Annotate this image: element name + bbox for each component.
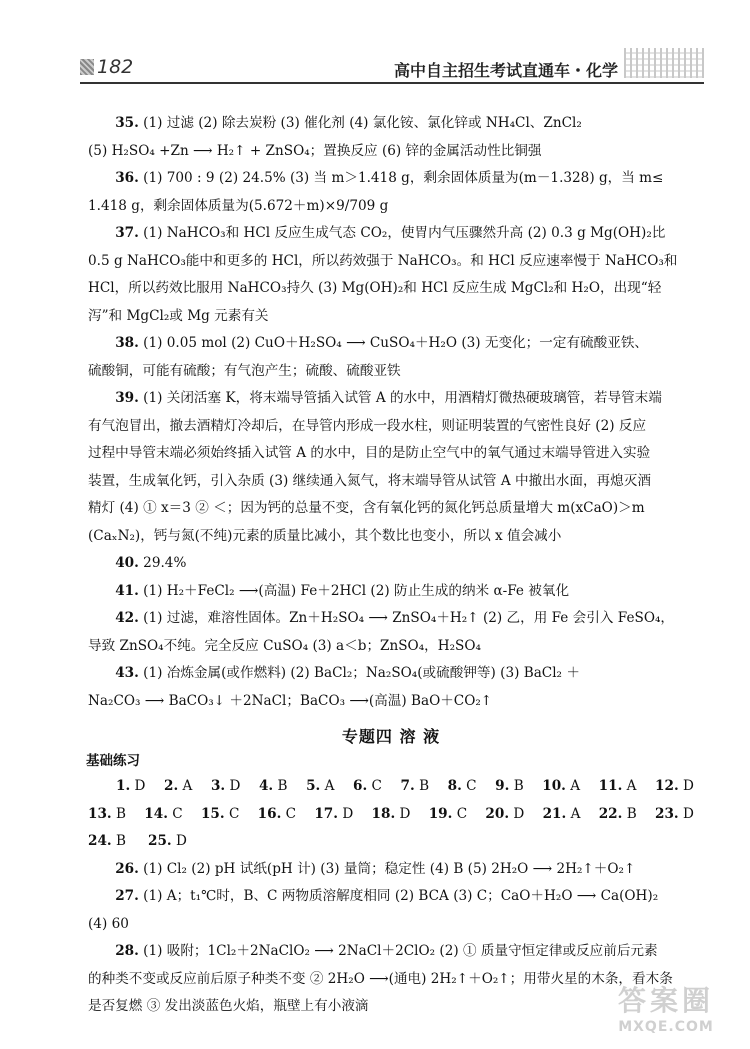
mc-choice: A [570,805,581,822]
answer-item [88,220,694,330]
answer-line [88,883,694,911]
mc-question-number: 23. [654,805,679,822]
answer-item [88,578,694,606]
answer-text: 硫酸铜，可能有硫酸；有气泡产生；硫酸、硫酸亚铁 [88,362,401,379]
mc-answer [599,773,637,801]
mc-choice: D [513,805,525,822]
mc-choice: D [399,805,411,822]
mc-question-number: 19. [428,805,453,822]
answer-line [88,911,694,939]
answer-text: 0.5 g NaHCO₃能中和更多的 HCl，所以药效强于 NaHCO₃。和 HCl 反应速率慢于 NaHCO₃和 [88,252,678,269]
answer-text: (CaₓN₂)，钙与氮(不纯)元素的质量比减小，其个数比也变小，所以 x 值会减小 [88,527,562,544]
mc-answer [485,801,524,829]
mc-choice: B [419,778,430,794]
answer-number: 26. [115,860,139,877]
mc-question-number: 1. [116,778,131,794]
answer-number: 42. [115,610,139,626]
watermark-url: MXQE.COM [618,1019,714,1035]
answer-number: 43. [115,665,139,681]
answer-text: (5) H₂SO₄ +Zn ⟶ H₂↑ + ZnSO₄；置换反应 (6) 锌的金属活动性比铜强 [88,142,542,159]
answer-line [88,660,694,688]
answer-item [88,110,694,165]
mc-question-number: 10. [542,778,566,794]
answer-line [88,138,694,166]
mc-answer [211,773,240,801]
mc-question-number: 14. [144,805,168,822]
corner-pattern-icon [80,59,94,75]
decorative-grid-icon [624,48,704,78]
mc-choice: C [456,805,468,822]
mc-choice: A [626,778,637,794]
answer-line [88,303,694,331]
mc-answer [401,773,430,801]
mc-answer [448,773,477,801]
mc-answer [258,801,296,829]
page-number: 182 [97,56,134,78]
mc-answer [314,801,353,829]
mc-answer [542,773,580,801]
answer-text: (1) 0.05 mol (2) CuO＋H₂SO₄ ⟶ CuSO₄＋H₂O (3) 无变化；一定有硫酸亚铁、 [143,335,649,351]
mc-choice: A [324,778,335,794]
mc-answer [144,801,182,829]
mc-question-number: 4. [258,778,274,794]
answer-item [88,330,694,385]
mc-answer [599,801,637,829]
mc-question-number: 15. [200,805,225,822]
mc-answer [116,773,145,801]
mc-question-number: 7. [400,778,415,794]
watermark-logo: 答案圈 [617,984,714,1017]
mc-choice: D [134,778,146,794]
answer-line [88,193,694,221]
mc-choice: C [228,805,240,822]
answer-item [88,165,694,220]
mc-choice: D [342,805,354,822]
answer-text: 导致 ZnSO₄不纯。完全反应 CuSO₄ (3) a＜b；ZnSO₄，H₂SO₄ [88,637,481,654]
mc-question-number: 20. [485,805,510,822]
mc-question-number: 18. [371,805,396,822]
answer-item [88,550,694,578]
answer-item [88,660,694,715]
answer-number: 28. [115,943,139,959]
mc-question-number: 25. [147,833,172,849]
mc-choice: D [683,778,694,794]
answer-line [88,468,694,496]
answer-text: Na₂CO₃ ⟶ BaCO₃↓ ＋2NaCl；BaCO₃ ⟶(高温) BaO＋CO₂↑ [88,692,493,709]
answer-text: (1) 冶炼金属(或作燃料) (2) BaCl₂；Na₂SO₄(或硫酸钾等) (3) BaCl₂ ＋ [143,665,580,681]
answer-line [88,275,694,303]
answer-text: 1.418 g，剩余固体质量为(5.672＋m)×9/709 g [88,197,389,214]
mc-answer [655,773,694,801]
answer-line [88,495,694,523]
answer-line [88,856,694,884]
answer-number: 39. [115,390,139,406]
answer-text: HCl，所以药效比服用 NaHCO₃持久 (3) Mg(OH)₂和 HCl 反应生成 MgCl₂和 H₂O，出现“轻 [88,280,662,296]
page-number-area [80,56,133,78]
mc-question-number: 9. [495,778,510,794]
answer-line [88,440,694,468]
mc-question-number: 22. [598,805,623,822]
answer-line [88,220,694,248]
answer-item [88,385,694,550]
mc-answer [306,773,334,801]
mc-choice: C [172,805,183,822]
answer-text: (1) 过滤，难溶性固体。Zn＋H₂SO₄ ⟶ ZnSO₄＋H₂↑ (2) 乙，用 Fe 会引入 FeSO₄， [143,610,675,626]
answer-text: 是否复燃 ③ 发出淡蓝色火焰，瓶壁上有小液滴 [88,998,369,1014]
mc-answer [88,828,126,856]
answer-number: 37. [115,225,139,241]
answer-number: 27. [115,888,139,904]
mc-choice: A [182,778,193,794]
mc-choice: D [229,778,241,794]
mc-question-number: 3. [210,778,226,794]
answer-line [88,578,694,606]
answer-line [88,330,694,358]
mc-question-number: 2. [164,778,179,794]
mc-question-number: 24. [88,833,112,849]
mc-question-number: 12. [655,778,679,794]
mc-question-number: 5. [306,778,321,794]
mc-choice: D [175,833,187,849]
mc-question-number: 11. [598,778,623,794]
mc-answer [372,801,411,829]
mc-answer [201,801,239,829]
mc-question-number: 13. [88,805,112,822]
answer-line [88,110,694,138]
answer-item [88,605,694,660]
mc-row [88,828,694,856]
page-header [80,54,704,84]
answer-text: (1) 过滤 (2) 除去炭粉 (3) 催化剂 (4) 氯化铵、氯化锌或 NH₄Cl、ZnCl₂ [143,115,582,131]
mc-answer [495,773,524,801]
mc-choice: A [570,778,581,794]
answers-block-1 [88,110,694,715]
mc-row [88,801,694,829]
answer-number: 35. [115,115,139,131]
answer-number: 41. [115,582,139,599]
mc-choice: B [115,833,126,849]
answer-text: (1) 700 : 9 (2) 24.5% (3) 当 m＞1.418 g，剩余固体质量为(m－1.328) g，当 m≤ [143,170,664,186]
answer-number: 36. [115,170,139,186]
mc-choice: B [115,805,126,822]
answer-content [88,110,694,1021]
mc-answer [88,801,126,829]
answer-text: 装置，生成氧化钙，引入杂质 (3) 继续通入氮气，将末端导管从试管 A 中撤出水面，再熄灭酒 [88,472,651,489]
mc-answer [353,773,382,801]
answer-text: (1) Cl₂ (2) pH 试纸(pH 计) (3) 量筒；稳定性 (4) B (5) 2H₂O ⟶ 2H₂↑＋O₂↑ [143,860,636,877]
header-divider [80,82,704,84]
answer-text: 29.4% [143,555,187,571]
mc-question-number: 6. [353,778,368,794]
mc-choice: C [466,778,477,794]
book-title: 高中自主招生考试直通车・化学 [393,61,618,80]
answer-text: 泻”和 MgCl₂或 Mg 元素有关 [88,307,269,324]
mc-question-number: 17. [314,805,338,822]
answer-item [88,856,694,884]
answer-text: 过程中导管末端必须始终插入试管 A 的水中，目的是防止空气中的氧气通过末端导管进入实验 [88,445,651,461]
answer-line [88,688,694,716]
answer-line [88,605,694,633]
mc-question-number: 8. [447,778,462,794]
answer-text: (1) 关闭活塞 K，将末端导管插入试管 A 的水中，用酒精灯微热硬玻璃管，若导管末端 [143,390,662,406]
answer-text: 精灯 (4) ① x＝3 ② ＜；因为钙的总量不变，含有氧化钙的氮化钙总质量增大 m(xCaO)＞m [88,500,645,516]
mc-choice: B [513,778,524,794]
answer-text: (1) NaHCO₃和 HCl 反应生成气态 CO₂，使胃内气压骤然升高 (2) 0.3 g Mg(OH)₂比 [143,225,666,241]
mc-answer [259,773,288,801]
section-title: 专题四 溶 液 [341,727,441,746]
multiple-choice-answers [88,773,694,856]
mc-answer [148,828,187,856]
answer-text: (4) 60 [88,915,129,932]
mc-choice: C [285,805,297,822]
answer-number: 38. [115,335,139,351]
mc-question-number: 21. [542,805,567,822]
mc-choice: D [682,805,694,822]
answer-line [88,165,694,193]
answer-line [88,938,694,966]
mc-answer [429,801,467,829]
answer-text: (1) H₂＋FeCl₂ ⟶(高温) Fe＋2HCl (2) 防止生成的纳米 α-Fe 被氧化 [143,582,570,599]
answer-line [88,358,694,386]
watermark [596,979,736,1043]
mc-row [116,773,694,801]
mc-choice: C [371,778,382,794]
answer-line [88,413,694,441]
answer-text: 有气泡冒出，撤去酒精灯冷却后，在导管内形成一段水柱，则证明装置的气密性良好 (2) 反应 [88,417,647,434]
mc-choice: B [626,805,637,822]
answer-text: (1) A；t₁℃时，B、C 两物质溶解度相同 (2) BCA (3) C；CaO＋H₂O ⟶ Ca(OH)₂ [143,888,659,904]
mc-question-number: 16. [257,805,282,822]
answer-line [88,385,694,413]
subsection-title: 基础练习 [86,753,140,769]
answer-number: 40. [115,555,139,571]
mc-answer [655,801,694,829]
answer-item [88,883,694,938]
answer-line [88,633,694,661]
answer-line [88,550,694,578]
mc-answer [164,773,192,801]
answer-text: (1) 吸附；1Cl₂＋2NaClO₂ ⟶ 2NaCl＋2ClO₂ (2) ① 质量守恒定律或反应前后元素 [143,943,658,959]
mc-answer [543,801,581,829]
mc-choice: B [277,778,288,794]
answer-line [88,248,694,276]
answer-line [88,523,694,551]
answer-text: 的种类不变或反应前后原子种类不变 ② 2H₂O ⟶(通电) 2H₂↑＋O₂↑；用带火星的木条，看木条 [88,970,673,987]
